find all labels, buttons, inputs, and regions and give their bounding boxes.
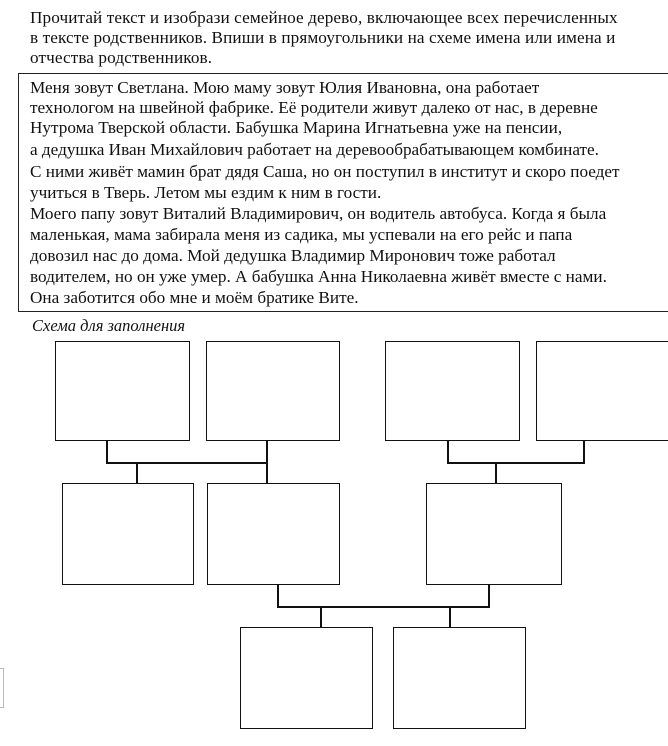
story-line-11: Она заботится обо мне и моём братике Вите. — [30, 288, 359, 307]
connector-children-stem-a — [320, 606, 322, 627]
tree-box-parent-2[interactable] — [207, 483, 340, 585]
tree-box-grandparent-4[interactable] — [536, 341, 668, 441]
story-line-8: маленькая, мама забирала меня из садика, мы успевали на его рейс и папа — [30, 225, 573, 244]
story-line-6: учиться в Тверь. Летом мы ездим к ним в гости. — [30, 183, 382, 202]
tree-box-parent-1[interactable] — [62, 483, 194, 585]
scan-edge-mark — [0, 668, 4, 708]
story-line-4: а дедушка Иван Михайлович работает на деревообрабатывающем комбинате. — [30, 140, 599, 159]
tree-box-grandparent-3[interactable] — [385, 341, 520, 441]
task-line-3: отчества родственников. — [30, 48, 213, 67]
story-line-2: технологом на швейной фабрике. Её родители живут далеко от нас, в деревне — [30, 98, 598, 117]
schema-caption: Схема для заполнения — [32, 316, 186, 335]
story-line-1: Меня зовут Светлана. Мою маму зовут Юлия Ивановна, она работает — [30, 78, 540, 97]
task-line-1: Прочитай текст и изобрази семейное дерево, включающее всех перечисленных — [30, 8, 618, 27]
story-line-5: С ними живёт мамин брат дядя Саша, но он поступил в институт и скоро поедет — [30, 162, 620, 181]
connector-left-pair-bar — [106, 462, 268, 464]
connector-right-pair-stem — [495, 462, 497, 483]
tree-box-grandparent-1[interactable] — [55, 341, 190, 441]
connector-left-pair-stem-b — [266, 462, 268, 483]
tree-box-grandparent-2[interactable] — [206, 341, 340, 441]
task-line-2: в тексте родственников. Впиши в прямоугольники на схеме имена или имена и — [30, 28, 616, 47]
connector-left-pair-drop-b — [266, 441, 268, 463]
tree-box-child-2[interactable] — [393, 627, 526, 729]
connector-children-bar — [277, 606, 490, 608]
connector-right-pair-drop-b — [583, 441, 585, 463]
story-line-9: довозил нас до дома. Мой дедушка Владимир Миронович тоже работал — [30, 246, 556, 265]
connector-children-stem-b — [449, 606, 451, 627]
connector-children-drop-b — [488, 585, 490, 607]
story-line-3: Нутрома Тверской области. Бабушка Марина Игнатьевна уже на пенсии, — [30, 118, 563, 137]
story-line-7: Моего папу зовут Виталий Владимирович, он водитель автобуса. Когда я была — [30, 204, 607, 223]
tree-box-parent-3[interactable] — [426, 483, 562, 585]
story-line-10: водителем, но он уже умер. А бабушка Анна Николаевна живёт вместе с нами. — [30, 267, 607, 286]
connector-left-pair-drop-a — [106, 441, 108, 463]
connector-right-pair-drop-a — [447, 441, 449, 463]
connector-children-drop-a — [277, 585, 279, 607]
tree-box-child-1[interactable] — [240, 627, 373, 729]
connector-left-pair-stem-a — [136, 462, 138, 483]
connector-right-pair-bar — [447, 462, 585, 464]
